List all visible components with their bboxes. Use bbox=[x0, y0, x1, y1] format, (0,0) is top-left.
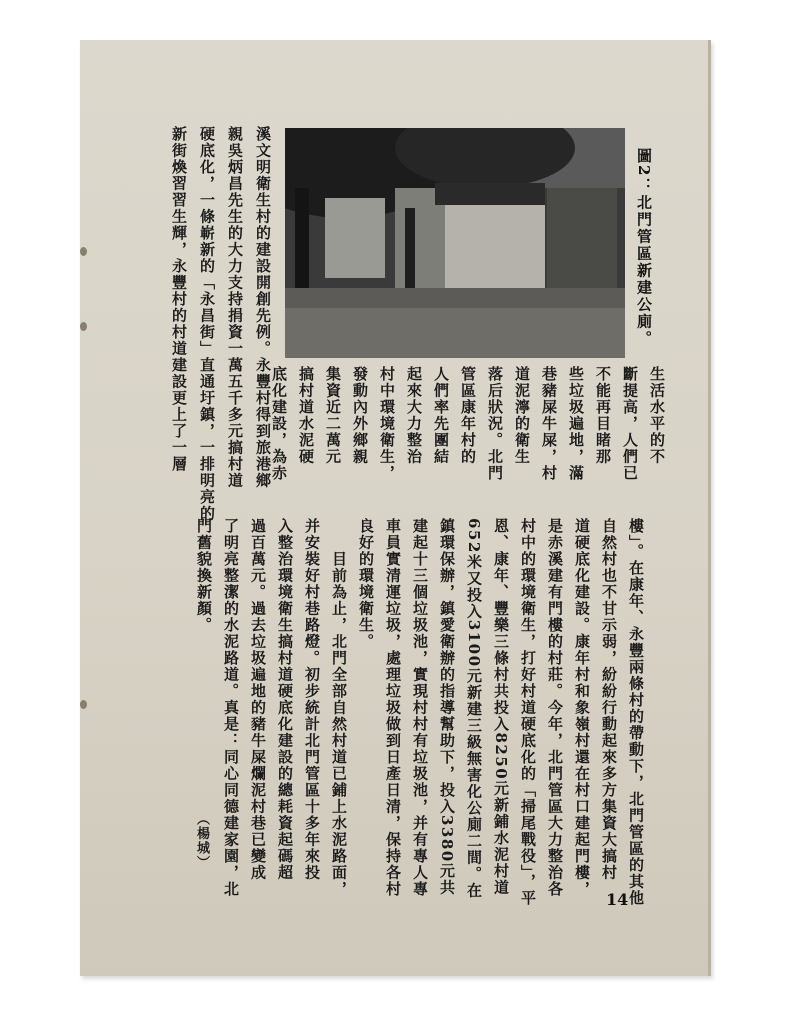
text-column: 集資近二萬元 bbox=[324, 366, 342, 465]
binding-hole bbox=[80, 322, 87, 331]
text-column: 道泥濘的衛生 bbox=[513, 366, 531, 465]
binding-hole bbox=[80, 247, 87, 256]
figure-caption: 圖2：北門管區新建公廁。 bbox=[635, 148, 653, 348]
photo-drawing bbox=[285, 128, 625, 358]
page-number: 14 bbox=[606, 890, 629, 909]
text-column: 硬底化，一條嶄新的「永昌街」直通圩鎮，一排明亮的 bbox=[198, 126, 216, 522]
text-column: 些垃圾遍地，滿 bbox=[567, 366, 585, 482]
text-column: 了明亮整潔的水泥路道。真是：同心同德建家園，北 bbox=[222, 518, 240, 898]
text-column: 起來大力整治 bbox=[405, 366, 423, 465]
text-column: 過百萬元。過去垃圾遍地的豬牛屎爛泥村巷已變成 bbox=[249, 518, 267, 881]
text-column: 溪文明衛生村的建設開創先例。永豐村得到旅港鄉 bbox=[254, 126, 272, 489]
text-column: 鎮環保辦，鎮愛衛辦的指導幫助下，投入3380元共 bbox=[438, 518, 456, 896]
text-column: 建起十三個垃圾池，實現村村有垃圾池，并有專人專 bbox=[411, 518, 429, 898]
text-column: 自然村也不甘示弱，紛紛行動起來多方集資大搞村 bbox=[600, 518, 618, 881]
text-column: 并安裝好村巷路燈。初步統計北門管區十多年來投 bbox=[303, 518, 321, 881]
text-column: 目前為止，北門全部自然村道已鋪上水泥路面， bbox=[330, 518, 348, 898]
text-column: 生活水平的不 bbox=[648, 366, 666, 465]
text-column: 村中的環境衛生，打好村道硬底化的「掃尾戰役」，平 bbox=[519, 518, 537, 907]
text-column: 搞村道水泥硬 bbox=[297, 366, 315, 465]
text-column: 良好的環境衛生。 bbox=[357, 518, 375, 650]
text-column: 入整治環境衛生搞村道硬底化建設的總耗資起碼超 bbox=[276, 518, 294, 881]
author-signature: （楊城） bbox=[194, 812, 209, 870]
text-column: 底化建設，為赤 bbox=[270, 366, 288, 482]
text-column: 道硬底化建設。康年村和象嶺村還在村口建起門樓， bbox=[573, 518, 591, 898]
text-column: 是赤溪建有門樓的村莊。今年，北門管區大力整治各 bbox=[546, 518, 564, 898]
text-column: 村中環境衛生， bbox=[378, 366, 396, 482]
text-column: 管區康年村的 bbox=[459, 366, 477, 465]
text-column: 親吳炳昌先生的大力支持捐資一萬五千多元搞村道 bbox=[226, 126, 244, 489]
text-column: 人們率先團結 bbox=[432, 366, 450, 465]
text-column: 不能再目睹那 bbox=[594, 366, 612, 465]
text-column: 新街煥習習生輝，永豐村的村道建設更上了一層 bbox=[170, 126, 188, 473]
text-column: 車員實清運垃圾，處理垃圾做到日產日清，保持各村 bbox=[384, 518, 402, 898]
text-column: 斷提高，人們已 bbox=[621, 366, 639, 482]
text-column: 門舊貌換新顏。 bbox=[195, 518, 213, 634]
binding-hole bbox=[80, 700, 87, 709]
text-column: 落后狀況。北門 bbox=[486, 366, 504, 482]
text-column: 恩、康年、豐樂三條村共投入8250元新鋪水泥村道 bbox=[492, 518, 510, 896]
text-column: 樓」。在康年、永豐兩條村的帶動下，北門管區的其他 bbox=[627, 518, 645, 907]
text-column: 巷豬屎牛屎，村 bbox=[540, 366, 558, 482]
text-column: 652米又投入3100元新建三級無害化公廁二間。在 bbox=[465, 518, 483, 899]
photo-public-toilet bbox=[285, 128, 625, 358]
text-column: 發動內外鄉親 bbox=[351, 366, 369, 465]
